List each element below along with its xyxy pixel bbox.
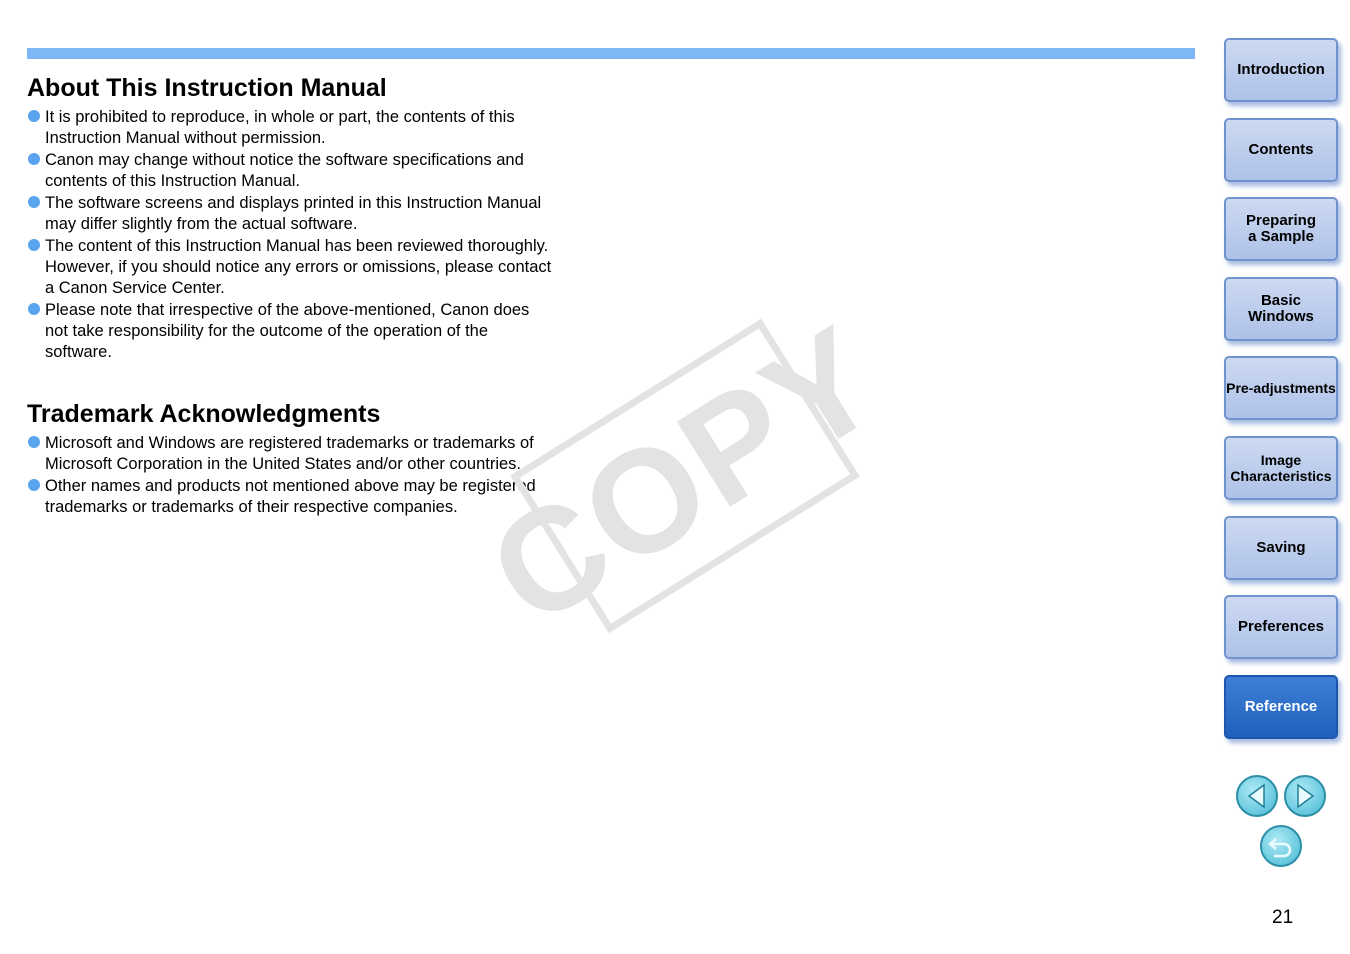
- bullet-dot-icon: [28, 436, 40, 448]
- main-content: [27, 74, 597, 519]
- about-list: [27, 107, 597, 363]
- arrow-left-icon: [1246, 783, 1268, 809]
- list-item: Please note that irrespective of the above-mentioned, Canon does not take responsibility for the outcome of the operation of the software.: [27, 300, 597, 363]
- bullet-dot-icon: [28, 479, 40, 491]
- arrow-right-icon: [1294, 783, 1316, 809]
- prev-page-button[interactable]: [1236, 775, 1278, 817]
- nav-preparing-sample-button[interactable]: Preparing a Sample: [1224, 197, 1338, 261]
- return-icon: [1267, 833, 1295, 859]
- section-title-trademark: Trademark Acknowledgments: [27, 400, 381, 428]
- nav-introduction-button[interactable]: Introduction: [1224, 38, 1338, 102]
- list-item: The content of this Instruction Manual has been reviewed thoroughly. However, if you should notice any errors or omissions, please contact a Canon Service Center.: [27, 236, 597, 299]
- list-item: Microsoft and Windows are registered trademarks or trademarks of Microsoft Corporation in the United States and/or other countries.: [27, 433, 597, 475]
- nav-basic-windows-button[interactable]: Basic Windows: [1224, 277, 1338, 341]
- bullet-dot-icon: [28, 110, 40, 122]
- next-page-button[interactable]: [1284, 775, 1326, 817]
- nav-preferences-button[interactable]: Preferences: [1224, 595, 1338, 659]
- nav-pre-adjustments-button[interactable]: Pre-adjustments: [1224, 356, 1338, 420]
- page-number: 21: [1272, 907, 1294, 928]
- list-item: Canon may change without notice the software specifications and contents of this Instruction Manual.: [27, 150, 597, 192]
- list-item: Other names and products not mentioned above may be registered trademarks or trademarks of their respective companies.: [27, 476, 597, 518]
- nav-saving-button[interactable]: Saving: [1224, 516, 1338, 580]
- bullet-dot-icon: [28, 153, 40, 165]
- side-navigation: [1224, 38, 1338, 754]
- nav-reference-button[interactable]: Reference: [1224, 675, 1338, 739]
- list-item: The software screens and displays printed in this Instruction Manual may differ slightly from the actual software.: [27, 193, 597, 235]
- return-button[interactable]: [1260, 825, 1302, 867]
- bullet-dot-icon: [28, 303, 40, 315]
- bullet-dot-icon: [28, 239, 40, 251]
- nav-image-characteristics-button[interactable]: Image Characteristics: [1224, 436, 1338, 500]
- bullet-dot-icon: [28, 196, 40, 208]
- section-title-about: About This Instruction Manual: [27, 74, 387, 102]
- nav-contents-button[interactable]: Contents: [1224, 118, 1338, 182]
- header-accent-bar: [27, 48, 1195, 59]
- list-item: It is prohibited to reproduce, in whole or part, the contents of this Instruction Manual without permission.: [27, 107, 597, 149]
- copy-watermark: COPY: [462, 294, 907, 657]
